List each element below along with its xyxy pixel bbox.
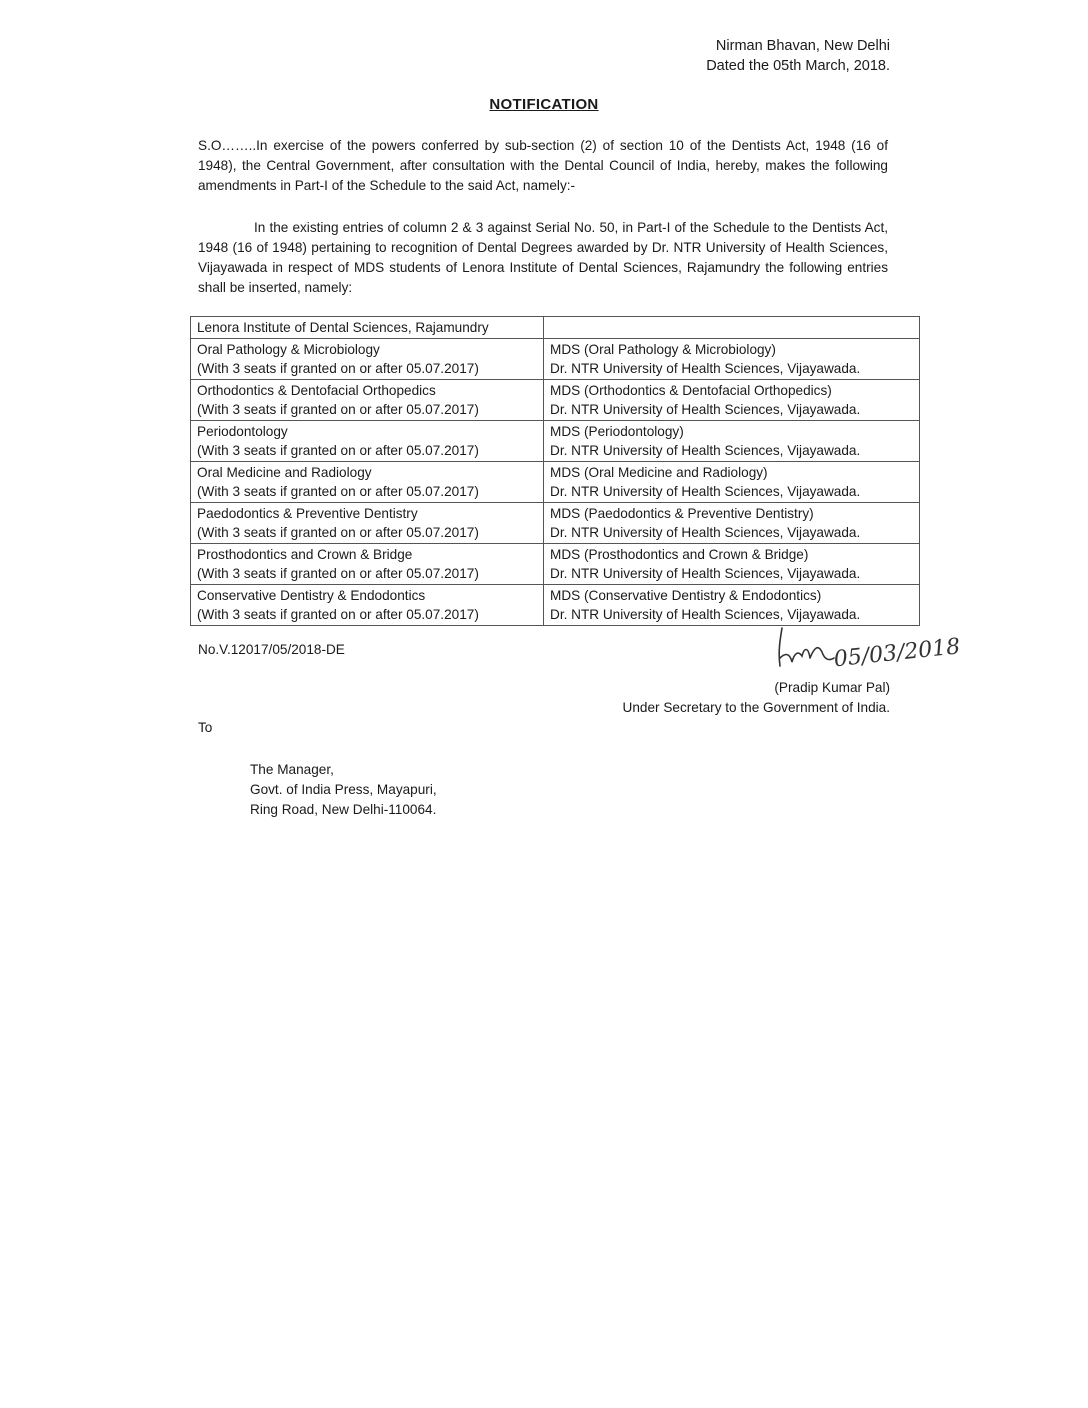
table-cell-course [191, 380, 544, 421]
course-name: Oral Medicine and Radiology [197, 465, 372, 480]
seat-note: (With 3 seats if granted on or after 05.07.2017) [197, 525, 479, 540]
header-place: Nirman Bhavan, New Delhi [715, 38, 890, 54]
university-name: Dr. NTR University of Health Sciences, Vijayawada. [550, 484, 861, 499]
table-cell-degree [544, 503, 920, 544]
table-cell-degree [544, 462, 920, 503]
table-cell-course [191, 503, 544, 544]
paragraph-1: S.O……..In exercise of the powers conferred by sub-section (2) of section 10 of the Dentists Act, 1948 (16 of 1948), the Central Government, after consultation with the Dental Council of India, hereby, makes the following amendments in Part-I of the Schedule to the said Act, namely:- [198, 138, 888, 193]
page-title: NOTIFICATION [489, 96, 599, 113]
recipient-address [250, 760, 437, 820]
seat-note: (With 3 seats if granted on or after 05.07.2017) [197, 607, 479, 622]
degree-name: MDS (Oral Pathology & Microbiology) [550, 342, 776, 357]
table-cell-degree [544, 339, 920, 380]
seat-note: (With 3 seats if granted on or after 05.07.2017) [197, 361, 479, 376]
degree-name: MDS (Periodontology) [550, 424, 684, 439]
seat-note: (With 3 seats if granted on or after 05.07.2017) [197, 566, 479, 581]
address-line: Ring Road, New Delhi-110064. [250, 802, 437, 817]
to-label: To [198, 720, 213, 735]
university-name: Dr. NTR University of Health Sciences, Vijayawada. [550, 607, 861, 622]
table-cell-course [191, 585, 544, 626]
table-row [191, 544, 920, 585]
signatory-designation: Under Secretary to the Government of India. [622, 700, 890, 715]
degree-name: MDS (Orthodontics & Dentofacial Orthopedics) [550, 383, 832, 398]
university-name: Dr. NTR University of Health Sciences, Vijayawada. [550, 361, 861, 376]
signature-date: 05/03/2018 [832, 634, 962, 673]
table-header-left: Lenora Institute of Dental Sciences, Rajamundry [191, 317, 544, 339]
table-header-row [191, 317, 920, 339]
table-row [191, 380, 920, 421]
address-line: Govt. of India Press, Mayapuri, [250, 782, 437, 797]
table-row [191, 503, 920, 544]
schedule-table [190, 316, 920, 626]
seat-note: (With 3 seats if granted on or after 05.07.2017) [197, 402, 479, 417]
course-name: Periodontology [197, 424, 288, 439]
header-block [706, 36, 890, 76]
course-name: Prosthodontics and Crown & Bridge [197, 547, 413, 562]
course-name: Orthodontics & Dentofacial Orthopedics [197, 383, 436, 398]
seat-note: (With 3 seats if granted on or after 05.07.2017) [197, 443, 479, 458]
university-name: Dr. NTR University of Health Sciences, Vijayawada. [550, 525, 861, 540]
course-name: Paedodontics & Preventive Dentistry [197, 506, 418, 521]
course-name: Oral Pathology & Microbiology [197, 342, 380, 357]
handwritten-signature [756, 618, 986, 680]
university-name: Dr. NTR University of Health Sciences, Vijayawada. [550, 443, 861, 458]
university-name: Dr. NTR University of Health Sciences, Vijayawada. [550, 402, 861, 417]
table-cell-degree [544, 421, 920, 462]
course-name: Conservative Dentistry & Endodontics [197, 588, 426, 603]
table-cell-course [191, 462, 544, 503]
table-cell-course [191, 339, 544, 380]
reference-number: No.V.12017/05/2018-DE [198, 642, 345, 657]
table-cell-course [191, 544, 544, 585]
seat-note: (With 3 seats if granted on or after 05.07.2017) [197, 484, 479, 499]
degree-name: MDS (Conservative Dentistry & Endodontics) [550, 588, 822, 603]
header-date: Dated the 05th March, 2018. [706, 58, 890, 74]
paragraph-2: In the existing entries of column 2 & 3 against Serial No. 50, in Part-I of the Schedule to the Dentists Act, 1948 (16 of 1948) pertaining to recognition of Dental Degrees awarded by Dr. NTR University of Health Sciences, Vijayawada in respect of MDS students of Lenora Institute of Dental Sciences, Rajamundry the following entries shall be inserted, namely: [198, 220, 888, 295]
address-line: The Manager, [250, 762, 334, 777]
university-name: Dr. NTR University of Health Sciences, Vijayawada. [550, 566, 861, 581]
degree-name: MDS (Prosthodontics and Crown & Bridge) [550, 547, 809, 562]
table-row [191, 462, 920, 503]
degree-name: MDS (Oral Medicine and Radiology) [550, 465, 768, 480]
table-row [191, 421, 920, 462]
degree-name: MDS (Paedodontics & Preventive Dentistry) [550, 506, 814, 521]
table-cell-degree [544, 380, 920, 421]
signatory-name: (Pradip Kumar Pal) [774, 680, 890, 695]
table-header-right [544, 317, 920, 339]
table-cell-course [191, 421, 544, 462]
table-row [191, 339, 920, 380]
table-cell-degree [544, 544, 920, 585]
